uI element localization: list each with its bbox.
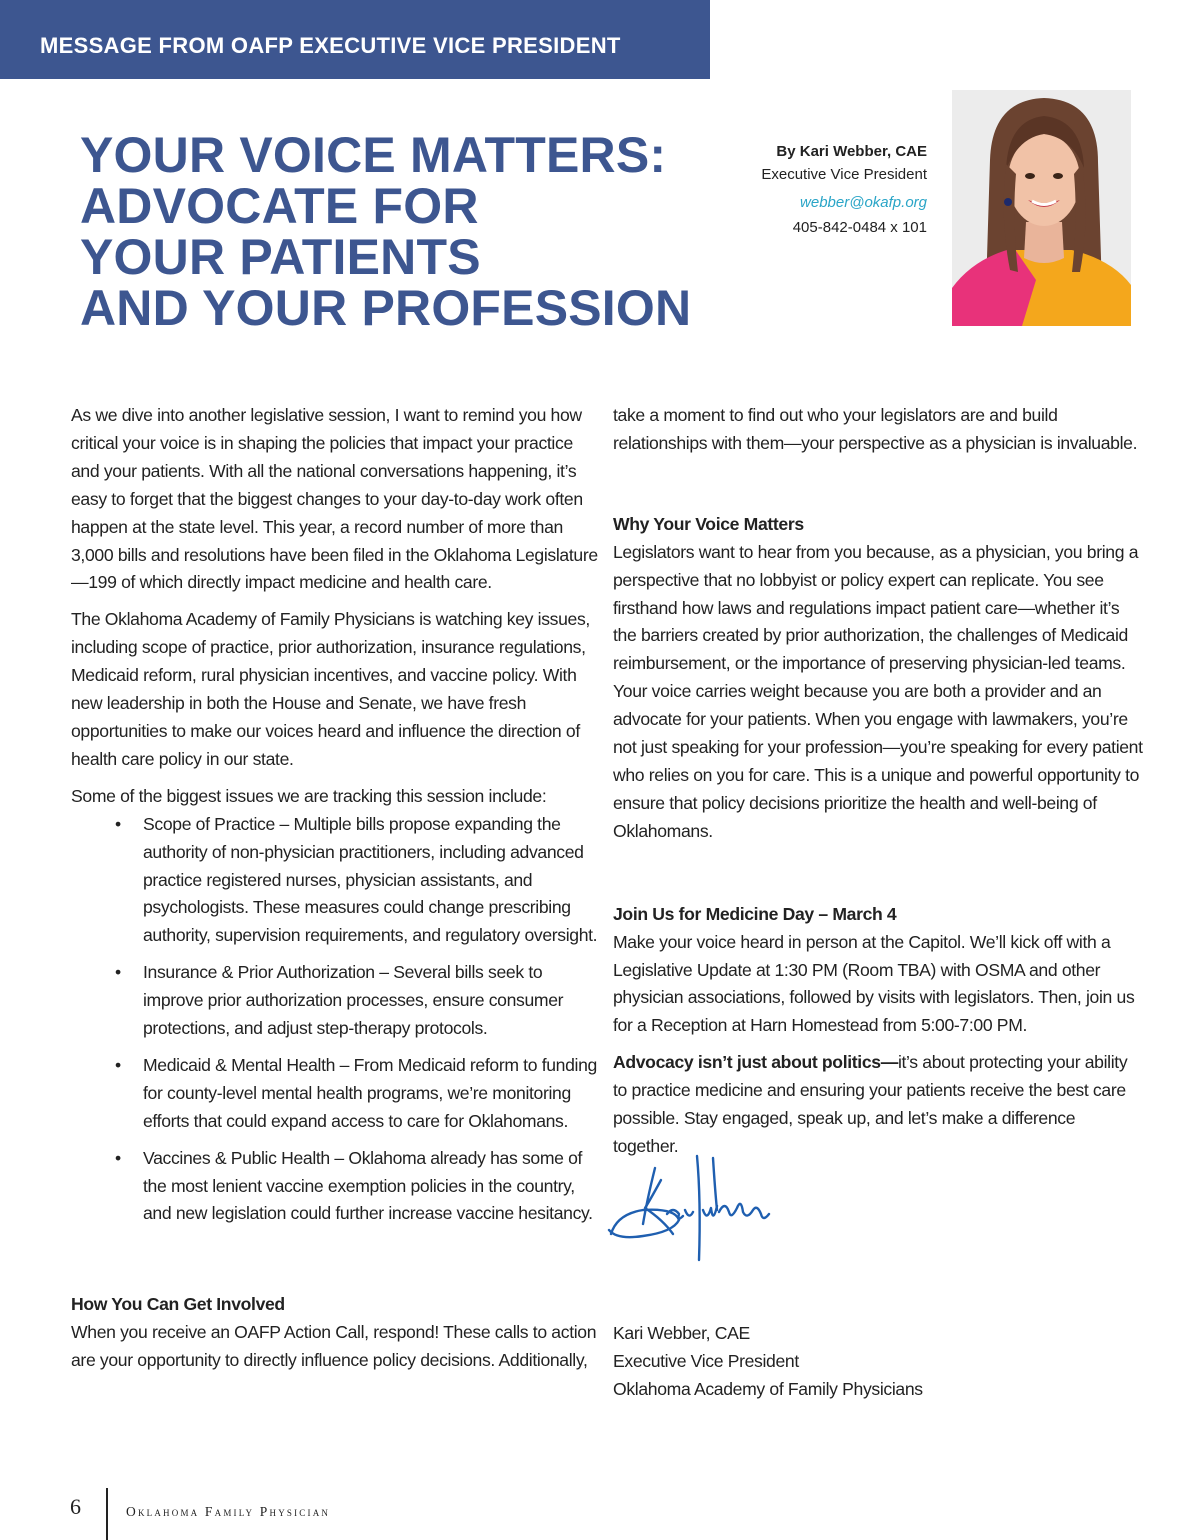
signoff-name: Kari Webber, CAE xyxy=(613,1322,750,1343)
medicine-day-heading: Join Us for Medicine Day – March 4 xyxy=(613,903,897,924)
continued-paragraph: take a moment to find out who your legislators are and build relationships with them—your perspective as a physician is invaluable. xyxy=(613,405,1138,453)
title-line-4: AND YOUR PROFESSION xyxy=(80,280,692,336)
issues-list xyxy=(71,811,601,1229)
footer-divider xyxy=(106,1488,108,1540)
signoff-title: Executive Vice President xyxy=(613,1350,799,1371)
byline xyxy=(761,140,927,239)
title-line-1: YOUR VOICE MATTERS: xyxy=(80,127,667,183)
byline-author: By Kari Webber, CAE xyxy=(776,143,927,160)
involved-paragraph: When you receive an OAFP Action Call, respond! These calls to action are your opportunity to directly influence policy decisions. Additionally, xyxy=(71,1322,597,1371)
author-portrait-illustration xyxy=(952,90,1131,326)
oafp-paragraph: The Oklahoma Academy of Family Physicians is watching key issues, including scope of practice, prior authorization, insurance regulations, Medicaid reform, rural physician incentives, and vaccine policy. With new leadership in both the House and Senate, we have fresh opportunities to make our voices heard and influence the direction of health care policy in our state. xyxy=(71,609,590,769)
byline-role: Executive Vice President xyxy=(761,166,927,183)
bullet-glyph: • xyxy=(115,1147,121,1168)
left-column xyxy=(71,402,601,1384)
issues-intro: Some of the biggest issues we are tracking this session include: xyxy=(71,785,547,806)
list-item: • Scope of Practice – Multiple bills propose expanding the authority of non-physician practitioners, including advanced practice registered nurses, physician assistants, and psychologists. These measures could change prescribing authority, supervision requirements, and regulatory oversight. xyxy=(71,811,601,951)
section-banner: MESSAGE FROM OAFP EXECUTIVE VICE PRESIDENT xyxy=(0,0,710,79)
author-photo xyxy=(952,90,1131,326)
list-item: • Medicaid & Mental Health – From Medicaid reform to funding for county-level mental health programs, we’re monitoring efforts that could expand access to care for Oklahomans. xyxy=(71,1052,601,1136)
intro-paragraph: As we dive into another legislative session, I want to remind you how critical your voice is in shaping the policies that impact your practice and your patients. With all the national conversations happening, it’s easy to forget that the biggest changes to your day-to-day work often happen at the state level. This year, a record number of more than 3,000 bills and resolutions have been filed in the Oklahoma Legislature—199 of which directly impact medicine and health care. xyxy=(71,405,598,593)
title-line-3: YOUR PATIENTS xyxy=(80,229,481,285)
closing-paragraph xyxy=(613,1049,1143,1161)
closing-text: it’s about protecting your ability to practice medicine and ensuring your patients receive the best care possible. Stay engaged, speak up, and let’s make a difference together. xyxy=(613,1052,1128,1156)
bullet-glyph: • xyxy=(115,813,121,834)
title-line-2: ADVOCATE FOR xyxy=(80,178,479,234)
closing-bold: Advocacy isn’t just about politics— xyxy=(613,1052,898,1073)
involved-heading: How You Can Get Involved xyxy=(71,1294,285,1315)
why-heading: Why Your Voice Matters xyxy=(613,513,804,534)
why-paragraph: Legislators want to hear from you because, as a physician, you bring a perspective that no lobbyist or policy expert can replicate. You see firsthand how laws and regulations impact patient care—whether it’s the barriers created by prior authorization, the challenges of Medicaid reimbursement, or the importance of preserving physician-led teams. Your voice carries weight because you are both a provider and an advocate for your patients. When you engage with lawmakers, you’re not just speaking for your profession—you’re speaking for every patient who relies on you for care. This is a unique and powerful opportunity to ensure that policy decisions prioritize the health and well-being of Oklahomans. xyxy=(613,541,1143,841)
bullet-glyph: • xyxy=(115,1054,121,1075)
article-title xyxy=(80,127,740,336)
byline-phone: 405-842-0484 x 101 xyxy=(792,219,927,236)
publication-name: Oklahoma Family Physician xyxy=(126,1504,331,1519)
byline-email-link[interactable]: webber@okafp.org xyxy=(800,194,927,211)
list-item: • Insurance & Prior Authorization – Several bills seek to improve prior authorization processes, ensure consumer protections, and adjust step-therapy protocols. xyxy=(71,959,601,1043)
signoff-org: Oklahoma Academy of Family Physicians xyxy=(613,1378,923,1399)
page-number: 6 xyxy=(70,1494,81,1519)
handwritten-signature xyxy=(603,1150,783,1270)
medicine-day-paragraph: Make your voice heard in person at the Capitol. We’ll kick off with a Legislative Update at 1:30 PM (Room TBA) with OSMA and other physician associations, followed by visits with legislators. Then, join us for a Reception at Harn Homestead from 5:00-7:00 PM. xyxy=(613,931,1135,1036)
list-item: • Vaccines & Public Health – Oklahoma already has some of the most lenient vaccine exemption policies in the country, and new legislation could further increase vaccine hesitancy. xyxy=(71,1145,601,1229)
bullet-glyph: • xyxy=(115,962,121,983)
